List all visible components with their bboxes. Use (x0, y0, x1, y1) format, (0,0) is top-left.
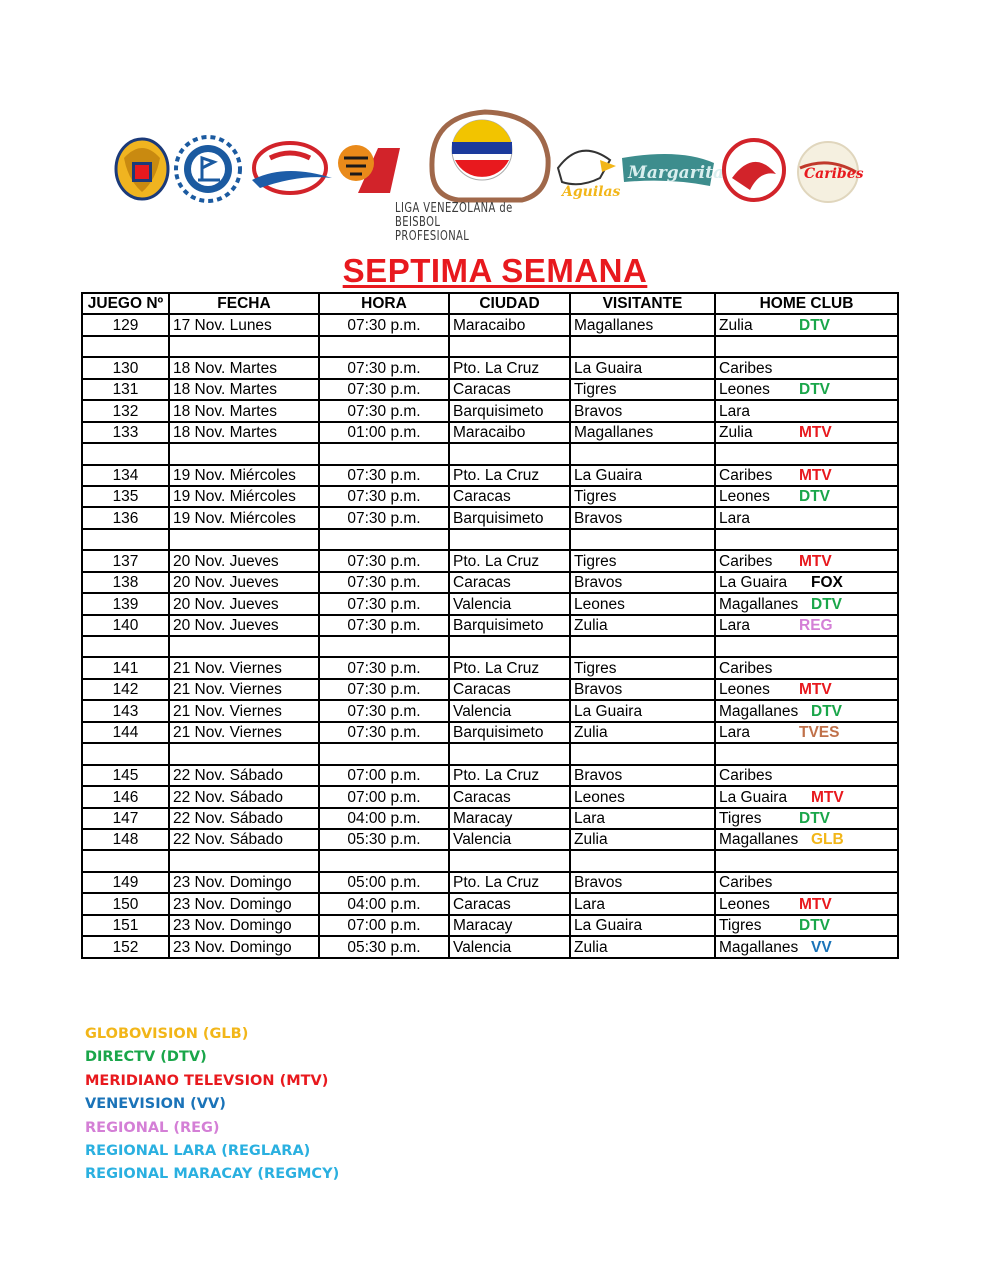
cell-visitante: Zulia (570, 722, 715, 743)
aguilas-logo (558, 151, 621, 200)
cell-hora (319, 636, 449, 657)
cell-visitante: Lara (570, 808, 715, 829)
cell-home (715, 336, 898, 357)
cell-home (715, 765, 898, 786)
table-row (82, 829, 898, 850)
cell-visitante (570, 443, 715, 464)
cell-fecha: 17 Nov. Lunes (169, 314, 319, 335)
cell-ciudad: Caracas (449, 379, 570, 400)
cell-visitante: Zulia (570, 615, 715, 636)
cell-fecha: 19 Nov. Miércoles (169, 486, 319, 507)
tv-network-badge: DTV (799, 917, 830, 935)
cell-num: 145 (82, 765, 169, 786)
table-row (82, 679, 898, 700)
cell-ciudad: Pto. La Cruz (449, 465, 570, 486)
cell-visitante (570, 529, 715, 550)
cell-ciudad: Maracay (449, 808, 570, 829)
header-home-club: HOME CLUB (715, 293, 898, 314)
league-name-line-1: LIGA VENEZOLANA de (395, 201, 513, 216)
league-name (395, 202, 514, 244)
cell-num (82, 850, 169, 871)
cell-hora: 07:30 p.m. (319, 615, 449, 636)
cell-hora (319, 743, 449, 764)
cell-home (715, 829, 898, 850)
cell-num: 140 (82, 615, 169, 636)
cell-home (715, 936, 898, 957)
cell-num (82, 443, 169, 464)
home-club-name: Magallanes (719, 938, 799, 956)
cell-fecha: 19 Nov. Miércoles (169, 465, 319, 486)
home-club-name: Caribes (719, 767, 773, 785)
cell-fecha (169, 743, 319, 764)
cell-hora (319, 529, 449, 550)
cell-fecha: 22 Nov. Sábado (169, 808, 319, 829)
tv-network-badge: MTV (799, 895, 832, 913)
table-row (82, 314, 898, 335)
table-row (82, 486, 898, 507)
cell-num: 150 (82, 893, 169, 914)
cell-fecha (169, 336, 319, 357)
cell-visitante (570, 743, 715, 764)
home-club-name: Caribes (719, 874, 773, 892)
cell-fecha: 22 Nov. Sábado (169, 765, 319, 786)
cell-ciudad: Caracas (449, 786, 570, 807)
aguilas-wordmark: Aguilas (562, 184, 621, 200)
tv-network-badge: TVES (799, 724, 840, 742)
table-spacer-row (82, 850, 898, 871)
cell-num: 131 (82, 379, 169, 400)
cell-fecha: 20 Nov. Jueves (169, 615, 319, 636)
cell-visitante: Tigres (570, 486, 715, 507)
cell-num: 135 (82, 486, 169, 507)
cell-home (715, 443, 898, 464)
cell-ciudad: Pto. La Cruz (449, 765, 570, 786)
cell-home (715, 636, 898, 657)
cell-ciudad: Pto. La Cruz (449, 550, 570, 571)
cell-hora: 04:00 p.m. (319, 893, 449, 914)
table-spacer-row (82, 743, 898, 764)
cell-ciudad (449, 850, 570, 871)
home-club-name: Caribes (719, 466, 773, 484)
home-club-name: Magallanes (719, 702, 799, 720)
cell-home (715, 572, 898, 593)
cell-ciudad: Pto. La Cruz (449, 357, 570, 378)
cell-ciudad: Barquisimeto (449, 400, 570, 421)
cell-num: 132 (82, 400, 169, 421)
cell-num: 142 (82, 679, 169, 700)
cell-num (82, 636, 169, 657)
cell-hora: 07:30 p.m. (319, 722, 449, 743)
cell-num: 149 (82, 872, 169, 893)
caribes-logo (798, 142, 864, 202)
cell-fecha: 23 Nov. Domingo (169, 915, 319, 936)
cell-hora (319, 336, 449, 357)
tigres-logo (338, 145, 400, 193)
cell-visitante: Lara (570, 893, 715, 914)
home-club-name: Caribes (719, 359, 773, 377)
cell-num: 136 (82, 507, 169, 528)
cell-ciudad: Caracas (449, 572, 570, 593)
cell-fecha: 23 Nov. Domingo (169, 872, 319, 893)
cell-fecha: 22 Nov. Sábado (169, 786, 319, 807)
cell-ciudad: Maracay (449, 915, 570, 936)
tv-network-badge: MTV (799, 466, 832, 484)
cell-home (715, 486, 898, 507)
cardenales-logo (724, 140, 784, 200)
cell-hora: 07:30 p.m. (319, 379, 449, 400)
cell-hora: 07:30 p.m. (319, 572, 449, 593)
table-row (82, 465, 898, 486)
cell-ciudad (449, 529, 570, 550)
cell-home (715, 422, 898, 443)
cell-home (715, 808, 898, 829)
cell-ciudad: Valencia (449, 829, 570, 850)
cell-home (715, 529, 898, 550)
cell-ciudad (449, 743, 570, 764)
home-club-name: Zulia (719, 316, 753, 334)
cell-num: 141 (82, 657, 169, 678)
cell-visitante: Tigres (570, 657, 715, 678)
cell-fecha: 22 Nov. Sábado (169, 829, 319, 850)
page-title (0, 252, 990, 290)
home-club-name: Leones (719, 895, 770, 913)
home-club-name: Lara (719, 402, 751, 420)
cell-home (715, 700, 898, 721)
cell-home (715, 593, 898, 614)
cell-visitante: Magallanes (570, 314, 715, 335)
cell-hora: 07:00 p.m. (319, 915, 449, 936)
cell-num: 144 (82, 722, 169, 743)
table-row (82, 615, 898, 636)
cell-num: 133 (82, 422, 169, 443)
cell-hora: 07:30 p.m. (319, 507, 449, 528)
cell-num: 151 (82, 915, 169, 936)
cell-hora: 04:00 p.m. (319, 808, 449, 829)
legend-item: VENEVISION (VV) (85, 1096, 226, 1113)
cell-home (715, 465, 898, 486)
tv-network-badge: GLB (811, 831, 844, 849)
cell-ciudad: Maracaibo (449, 422, 570, 443)
cell-num: 129 (82, 314, 169, 335)
tv-network-badge: FOX (811, 574, 843, 592)
home-club-name: Caribes (719, 659, 773, 677)
table-spacer-row (82, 529, 898, 550)
cell-hora: 07:00 p.m. (319, 765, 449, 786)
header-fecha: FECHA (169, 293, 319, 314)
table-spacer-row (82, 636, 898, 657)
cell-ciudad: Barquisimeto (449, 507, 570, 528)
table-row (82, 357, 898, 378)
tv-network-badge: VV (811, 938, 832, 956)
cell-hora: 07:30 p.m. (319, 357, 449, 378)
home-club-name: Tigres (719, 809, 762, 827)
legend-item: REGIONAL LARA (REGLARA) (85, 1142, 311, 1159)
cell-ciudad: Barquisimeto (449, 722, 570, 743)
cell-ciudad: Valencia (449, 700, 570, 721)
home-club-name: Tigres (719, 917, 762, 935)
cell-hora (319, 850, 449, 871)
table-row (82, 657, 898, 678)
cell-hora: 07:30 p.m. (319, 700, 449, 721)
cell-home (715, 657, 898, 678)
table-row (82, 872, 898, 893)
cell-ciudad: Caracas (449, 486, 570, 507)
home-club-name: Leones (719, 681, 770, 699)
margarita-wordmark: Margarita (628, 163, 724, 183)
cell-ciudad: Maracaibo (449, 314, 570, 335)
cell-hora: 07:30 p.m. (319, 657, 449, 678)
title-text: SEPTIMA SEMANA (342, 252, 648, 289)
cell-ciudad (449, 443, 570, 464)
cell-hora: 07:00 p.m. (319, 786, 449, 807)
leones-logo (116, 139, 168, 199)
cell-visitante: Bravos (570, 400, 715, 421)
cell-fecha (169, 850, 319, 871)
table-row (82, 550, 898, 571)
cell-home (715, 379, 898, 400)
cell-visitante (570, 850, 715, 871)
tv-network-badge: MTV (799, 424, 832, 442)
cell-home (715, 615, 898, 636)
cell-home (715, 722, 898, 743)
legend-item: REGIONAL (REG) (85, 1119, 220, 1136)
cell-home (715, 786, 898, 807)
tv-network-badge: DTV (799, 488, 830, 506)
home-club-name: La Guaira (719, 574, 788, 592)
schedule-table (81, 292, 899, 959)
cell-visitante: Tigres (570, 550, 715, 571)
tv-network-badge: MTV (811, 788, 844, 806)
cell-hora: 07:30 p.m. (319, 314, 449, 335)
cell-visitante: La Guaira (570, 700, 715, 721)
cell-num: 139 (82, 593, 169, 614)
home-club-name: Leones (719, 381, 770, 399)
cell-fecha: 18 Nov. Martes (169, 379, 319, 400)
header-juego: JUEGO Nº (82, 293, 169, 314)
cell-fecha (169, 529, 319, 550)
legend-item: GLOBOVISION (GLB) (85, 1026, 249, 1042)
cell-ciudad: Pto. La Cruz (449, 872, 570, 893)
cell-fecha: 23 Nov. Domingo (169, 893, 319, 914)
cell-ciudad: Valencia (449, 936, 570, 957)
home-club-name: Leones (719, 488, 770, 506)
cell-visitante: Tigres (570, 379, 715, 400)
table-body (82, 314, 898, 957)
cell-home (715, 872, 898, 893)
cell-num: 137 (82, 550, 169, 571)
cell-hora: 05:30 p.m. (319, 829, 449, 850)
cell-num: 143 (82, 700, 169, 721)
cell-visitante: Bravos (570, 507, 715, 528)
cell-hora: 05:00 p.m. (319, 872, 449, 893)
home-club-name: Magallanes (719, 595, 799, 613)
cell-fecha: 20 Nov. Jueves (169, 550, 319, 571)
cell-ciudad: Caracas (449, 893, 570, 914)
cell-num: 130 (82, 357, 169, 378)
cell-fecha: 23 Nov. Domingo (169, 936, 319, 957)
table-row (82, 786, 898, 807)
tv-network-badge: DTV (811, 595, 842, 613)
tv-network-badge: REG (799, 617, 833, 634)
cell-home (715, 357, 898, 378)
cell-ciudad: Caracas (449, 679, 570, 700)
cell-ciudad: Pto. La Cruz (449, 657, 570, 678)
table-row (82, 400, 898, 421)
table-row (82, 593, 898, 614)
cell-fecha: 21 Nov. Viernes (169, 657, 319, 678)
header-hora: HORA (319, 293, 449, 314)
cell-home (715, 400, 898, 421)
cell-ciudad (449, 636, 570, 657)
cell-fecha: 18 Nov. Martes (169, 400, 319, 421)
cell-fecha (169, 443, 319, 464)
margarita-logo (622, 154, 724, 186)
cell-home (715, 314, 898, 335)
cell-hora: 07:30 p.m. (319, 679, 449, 700)
tiburones-logo (252, 143, 332, 193)
cell-home (715, 850, 898, 871)
tv-network-badge: MTV (799, 681, 832, 699)
cell-num (82, 743, 169, 764)
cell-visitante: La Guaira (570, 915, 715, 936)
cell-home (715, 915, 898, 936)
table-spacer-row (82, 443, 898, 464)
cell-home (715, 743, 898, 764)
table-row (82, 700, 898, 721)
cell-fecha: 20 Nov. Jueves (169, 593, 319, 614)
table-row (82, 507, 898, 528)
cell-visitante: La Guaira (570, 465, 715, 486)
cell-hora: 07:30 p.m. (319, 593, 449, 614)
table-header-row (82, 293, 898, 314)
table-row (82, 722, 898, 743)
cell-visitante: Bravos (570, 572, 715, 593)
legend-item: MERIDIANO TELEVSION (MTV) (85, 1072, 329, 1089)
header-ciudad: CIUDAD (449, 293, 570, 314)
cell-num: 152 (82, 936, 169, 957)
cell-fecha: 18 Nov. Martes (169, 422, 319, 443)
table-row (82, 936, 898, 957)
table-row (82, 915, 898, 936)
cell-hora: 07:30 p.m. (319, 550, 449, 571)
legend-item: DIRECTV (DTV) (85, 1049, 207, 1066)
cell-ciudad (449, 336, 570, 357)
cell-hora: 07:30 p.m. (319, 400, 449, 421)
cell-visitante: Bravos (570, 765, 715, 786)
cell-home (715, 893, 898, 914)
cell-fecha: 19 Nov. Miércoles (169, 507, 319, 528)
home-club-name: Zulia (719, 424, 753, 442)
table-row (82, 808, 898, 829)
home-club-name: Lara (719, 509, 751, 527)
cell-num: 134 (82, 465, 169, 486)
home-club-name: La Guaira (719, 788, 788, 806)
cell-ciudad: Valencia (449, 593, 570, 614)
cell-ciudad: Barquisimeto (449, 615, 570, 636)
cell-fecha: 18 Nov. Martes (169, 357, 319, 378)
cell-fecha: 21 Nov. Viernes (169, 722, 319, 743)
cell-visitante: Bravos (570, 872, 715, 893)
tv-network-badge: DTV (799, 381, 830, 399)
home-club-name: Lara (719, 617, 751, 634)
cell-visitante: Zulia (570, 936, 715, 957)
cell-num: 146 (82, 786, 169, 807)
cell-visitante: Magallanes (570, 422, 715, 443)
table-row (82, 765, 898, 786)
cell-home (715, 507, 898, 528)
table-row (82, 893, 898, 914)
magallanes-logo (176, 137, 240, 201)
tv-legend (85, 1023, 339, 1187)
cell-home (715, 679, 898, 700)
home-club-name: Lara (719, 724, 751, 742)
tv-network-badge: DTV (811, 702, 842, 720)
header-visitante: VISITANTE (570, 293, 715, 314)
cell-visitante: La Guaira (570, 357, 715, 378)
cell-num (82, 336, 169, 357)
caribes-wordmark: Caribes (804, 166, 864, 182)
cell-visitante: Leones (570, 593, 715, 614)
cell-visitante (570, 636, 715, 657)
tv-network-badge: MTV (799, 552, 832, 570)
league-name-line-2: BEISBOL PROFESIONAL (395, 215, 470, 244)
home-club-name: Magallanes (719, 831, 799, 849)
cell-home (715, 550, 898, 571)
cell-visitante: Bravos (570, 679, 715, 700)
cell-hora (319, 443, 449, 464)
tv-network-badge: DTV (799, 316, 830, 334)
cell-fecha: 21 Nov. Viernes (169, 700, 319, 721)
cell-visitante: Zulia (570, 829, 715, 850)
cell-hora: 07:30 p.m. (319, 465, 449, 486)
cell-fecha: 21 Nov. Viernes (169, 679, 319, 700)
cell-fecha: 20 Nov. Jueves (169, 572, 319, 593)
cell-fecha (169, 636, 319, 657)
table-row (82, 379, 898, 400)
table-row (82, 422, 898, 443)
table-spacer-row (82, 336, 898, 357)
home-club-name: Caribes (719, 552, 773, 570)
cell-visitante (570, 336, 715, 357)
cell-visitante: Leones (570, 786, 715, 807)
cell-num: 138 (82, 572, 169, 593)
lvbp-logo (432, 112, 548, 200)
legend-item: REGIONAL MARACAY (REGMCY) (85, 1166, 340, 1183)
cell-hora: 01:00 p.m. (319, 422, 449, 443)
cell-hora: 05:30 p.m. (319, 936, 449, 957)
table-row (82, 572, 898, 593)
cell-num: 148 (82, 829, 169, 850)
cell-num: 147 (82, 808, 169, 829)
tv-network-badge: DTV (799, 809, 830, 827)
cell-num (82, 529, 169, 550)
cell-hora: 07:30 p.m. (319, 486, 449, 507)
